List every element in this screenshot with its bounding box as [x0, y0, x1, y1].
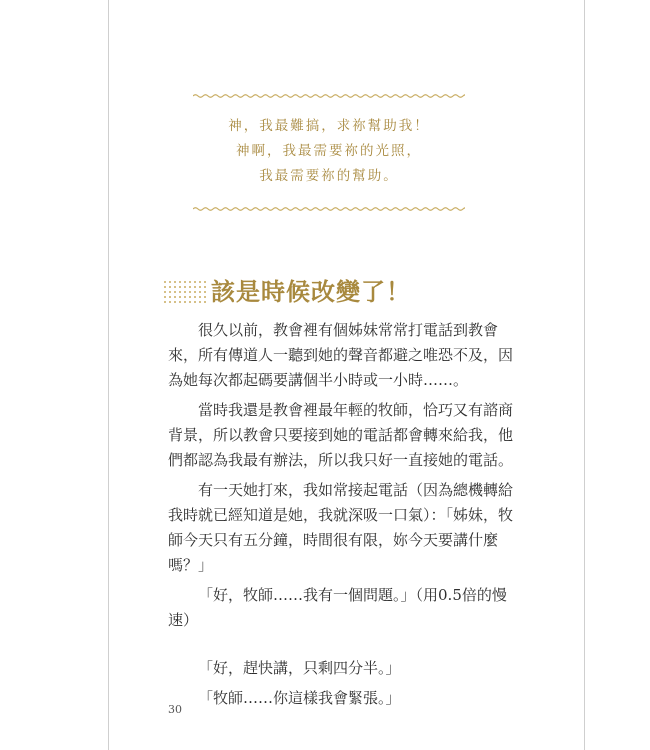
paragraph: 當時我還是教會裡最年輕的牧師，恰巧又有諮商背景，所以教會只要接到她的電話都會轉來給我，他們都認為我最有辦法，所以我只好一直接她的電話。 [168, 401, 514, 469]
grid-dot [199, 301, 201, 303]
grid-dot [174, 281, 176, 283]
prayer-line: 神啊，我最需要祢的光照， [236, 143, 422, 159]
grid-dot [199, 286, 201, 288]
prayer-line: 神，我最難搞，求祢幫助我！ [228, 118, 430, 134]
grid-dot [184, 281, 186, 283]
paragraph: 有一天她打來，我如常接起電話（因為總機轉給我時就已經知道是她，我就深吸一口氣）：「姊妹，牧師今天只有五分鐘，時間很有限，妳今天要講什麼嗎？」 [168, 481, 514, 574]
grid-dot [189, 281, 191, 283]
grid-dot [199, 296, 201, 298]
grid-dot [179, 286, 181, 288]
grid-dot [194, 286, 196, 288]
grid-dot [179, 296, 181, 298]
grid-dot [179, 291, 181, 293]
grid-dot [194, 301, 196, 303]
section-heading: 該是時候改變了！ [211, 278, 411, 306]
page-number: 30 [168, 703, 182, 716]
prayer-line: 我最需要祢的幫助。 [259, 168, 399, 184]
grid-dot [174, 301, 176, 303]
grid-dot [164, 291, 166, 293]
grid-dot [204, 291, 206, 293]
grid-dot [179, 301, 181, 303]
grid-dot [169, 291, 171, 293]
grid-dot [169, 281, 171, 283]
grid-dot [199, 291, 201, 293]
grid-dot [204, 296, 206, 298]
grid-dot [184, 291, 186, 293]
paragraph: 「牧師……你這樣我會緊張。」 [198, 689, 401, 707]
grid-dot [199, 281, 201, 283]
grid-dot [204, 301, 206, 303]
body-text [168, 318, 523, 716]
grid-dot [169, 296, 171, 298]
grid-dot [174, 286, 176, 288]
grid-dot [164, 281, 166, 283]
prayer-block [190, 114, 468, 189]
grid-dot [189, 296, 191, 298]
grid-dot [169, 301, 171, 303]
paragraph: 「好，趕快講，只剩四分半。」 [198, 659, 401, 677]
grid-dot [194, 291, 196, 293]
grid-dot [184, 286, 186, 288]
grid-dot [164, 286, 166, 288]
grid-dot [184, 301, 186, 303]
decorative-wave-bottom [193, 204, 465, 214]
grid-dot [194, 296, 196, 298]
grid-dot [164, 296, 166, 298]
grid-dot [174, 291, 176, 293]
grid-dot [204, 281, 206, 283]
grid-dot [174, 296, 176, 298]
paragraph: 很久以前，教會裡有個姊妹常常打電話到教會來，所有傳道人一聽到她的聲音都避之唯恐不及，因為她每次都起碼要講個半小時或一小時……。 [168, 321, 514, 389]
grid-dot [179, 281, 181, 283]
grid-dot [194, 281, 196, 283]
decorative-wave-top [193, 91, 465, 101]
grid-dot [189, 301, 191, 303]
grid-dot [189, 286, 191, 288]
grid-dot [164, 301, 166, 303]
grid-dot [184, 296, 186, 298]
dot-grid-icon [163, 280, 207, 304]
paragraph: 「好，牧師……我有一個問題。」（用0.5倍的慢速） [168, 586, 507, 629]
grid-dot [189, 291, 191, 293]
grid-dot [169, 286, 171, 288]
grid-dot [204, 286, 206, 288]
